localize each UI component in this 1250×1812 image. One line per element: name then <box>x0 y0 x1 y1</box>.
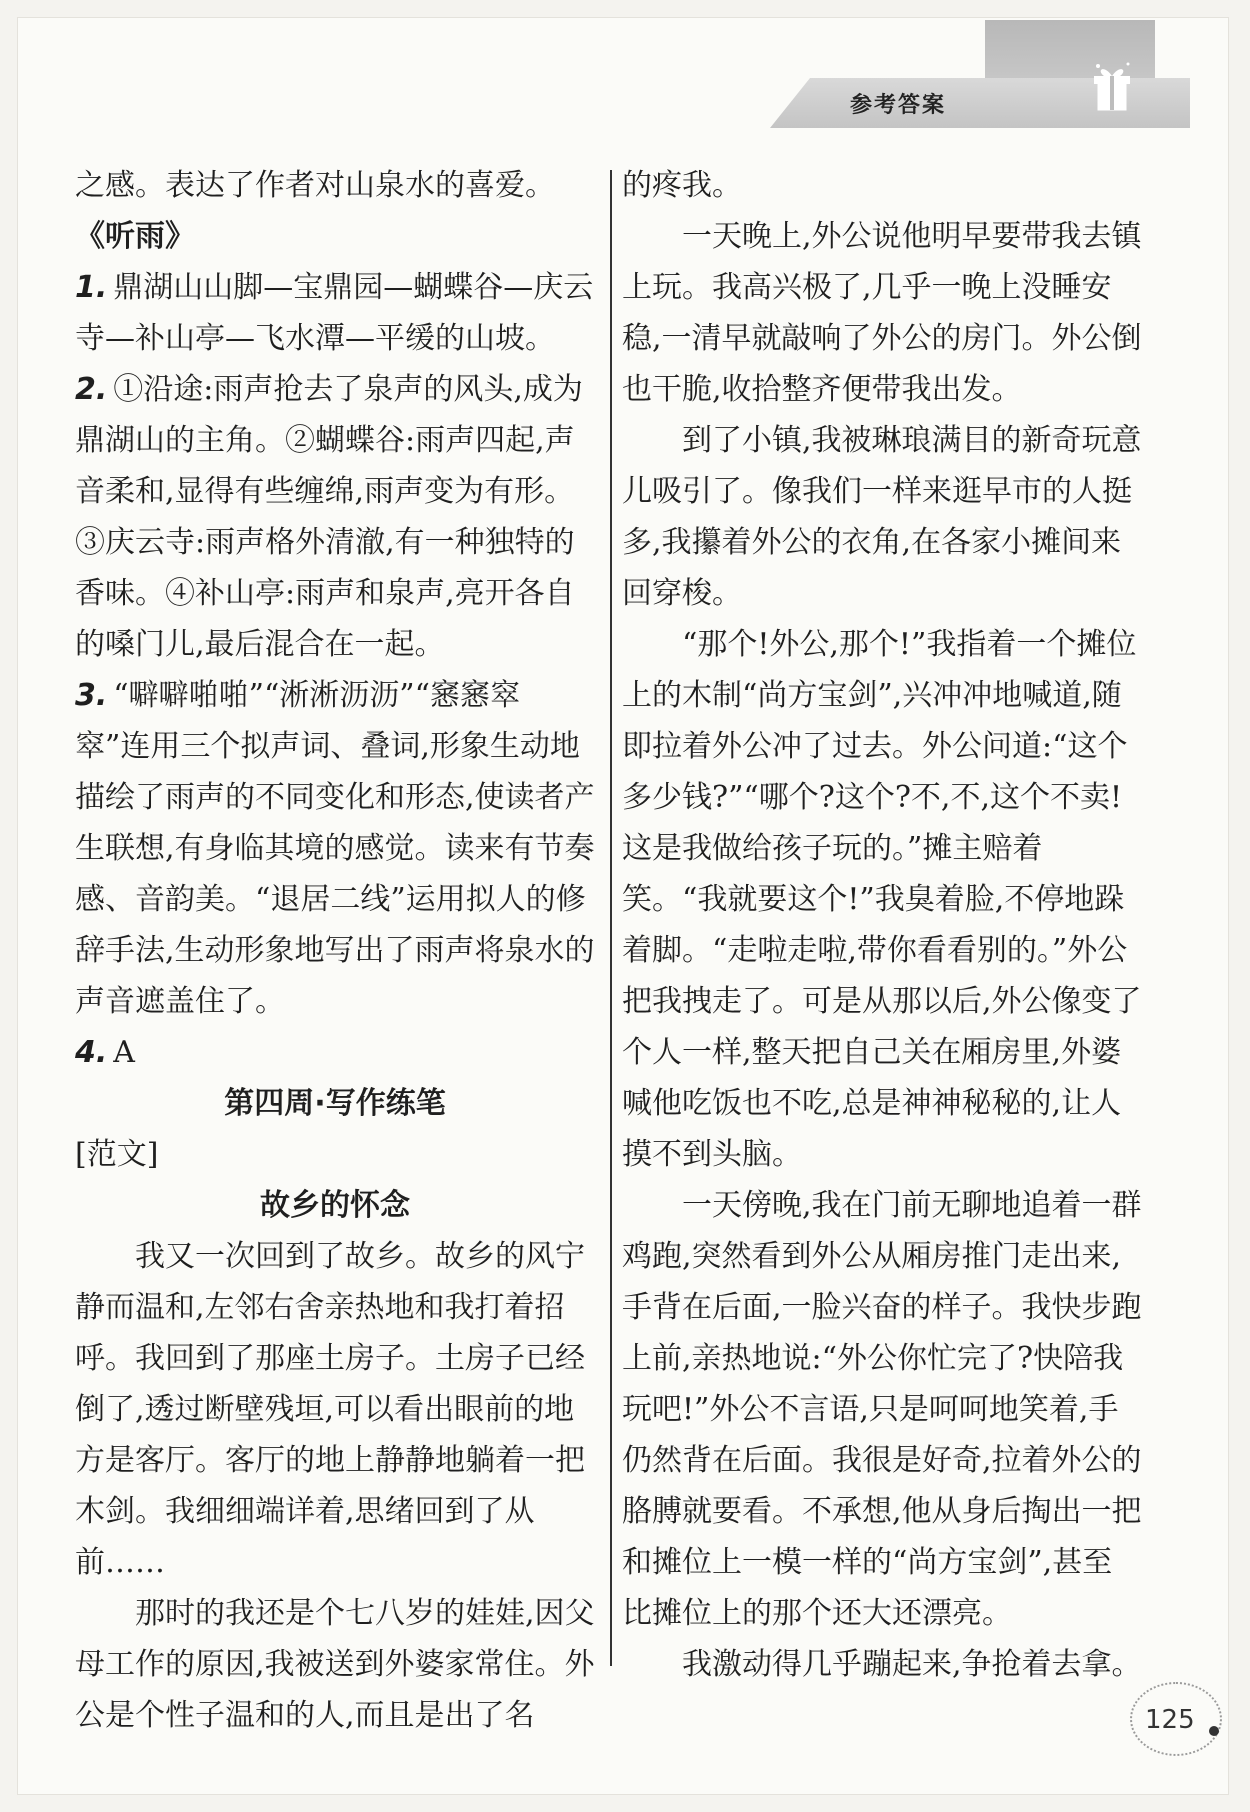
answer-item <box>75 262 595 364</box>
center-heading <box>75 1078 595 1129</box>
paragraph <box>622 160 1142 211</box>
text: “那个!外公,那个!”我指着一个摊位上的木制“尚方宝剑”,兴冲冲地喊道,随即拉着外公冲了过去。外公问道:“这个多少钱?”“哪个?这个?不,不,这个不卖!这是我做给孩子玩的。”摊主赔着笑。“我就要这个!”我臭着脸,不停地跺着脚。“走啦走啦,带你看看别的。”外公把我拽走了。可是从那以后,外公像变了个人一样,整天把自己关在厢房里,外婆喊他吃饭也不吃,总是神神秘秘的,让人摸不到头脑。 <box>622 627 1142 1172</box>
page-number: 125 <box>1145 1705 1195 1735</box>
left-column <box>75 160 595 1741</box>
text: 那时的我还是个七八岁的娃娃,因父母工作的原因,我被送到外婆家常住。外公是个性子温和的人,而且是出了名 <box>75 1596 595 1733</box>
text: 第四周·写作练笔 <box>224 1086 446 1121</box>
text: 我激动得几乎蹦起来,争抢着去拿。 <box>682 1647 1142 1682</box>
paragraph <box>622 1639 1142 1690</box>
gift-icon <box>1090 60 1134 114</box>
paragraph <box>75 1588 595 1741</box>
answer-item <box>75 1027 595 1078</box>
paragraph <box>622 211 1142 415</box>
text: 故乡的怀念 <box>260 1188 410 1223</box>
answer-item <box>75 670 595 1027</box>
header-label: 参考答案 <box>850 93 947 118</box>
paragraph <box>75 1129 595 1180</box>
item-number: 3. <box>75 678 108 713</box>
page-number-dot <box>1209 1726 1219 1736</box>
item-number: 2. <box>75 372 108 407</box>
item-number: 1. <box>75 270 108 305</box>
item-number: 4. <box>75 1035 108 1070</box>
column-divider <box>610 170 612 1666</box>
text: 之感。表达了作者对山泉水的喜爱。 <box>75 168 555 203</box>
paragraph <box>622 415 1142 619</box>
section-heading <box>75 211 595 262</box>
text: 鼎湖山山脚—宝鼎园—蝴蝶谷—庆云寺—补山亭—飞水潭—平缓的山坡。 <box>75 270 594 356</box>
paragraph <box>622 619 1142 1180</box>
right-column <box>622 160 1142 1690</box>
answer-item <box>75 364 595 670</box>
text: 一天晚上,外公说他明早要带我去镇上玩。我高兴极了,几乎一晚上没睡安稳,一清早就敲响了外公的房门。外公倒也干脆,收拾整齐便带我出发。 <box>622 219 1142 407</box>
text: 的疼我。 <box>622 168 742 203</box>
text: ①沿途:雨声抢去了泉声的风头,成为鼎湖山的主角。②蝴蝶谷:雨声四起,声音柔和,显得有些缠绵,雨声变为有形。③庆云寺:雨声格外清澈,有一种独特的香味。④补山亭:雨声和泉声,亮开各自的嗓门儿,最后混合在一起。 <box>75 372 583 662</box>
paragraph <box>622 1180 1142 1639</box>
text: “噼噼啪啪”“淅淅沥沥”“窸窸窣窣”连用三个拟声词、叠词,形象生动地描绘了雨声的不同变化和形态,使读者产生联想,有身临其境的感觉。读来有节奏感、音韵美。“退居二线”运用拟人的修辞手法,生动形象地写出了雨声将泉水的声音遮盖住了。 <box>75 678 595 1019</box>
center-heading <box>75 1180 595 1231</box>
text: A <box>113 1035 135 1070</box>
text: 一天傍晚,我在门前无聊地追着一群鸡跑,突然看到外公从厢房推门走出来,手背在后面,一脸兴奋的样子。我快步跑上前,亲热地说:“外公你忙完了?快陪我玩吧!”外公不言语,只是呵呵地笑着,手仍然背在后面。我很是好奇,拉着外公的胳膊就要看。不承想,他从身后掏出一把和摊位上一模一样的“尚方宝剑”,甚至比摊位上的那个还大还漂亮。 <box>622 1188 1142 1631</box>
text: 《听雨》 <box>75 219 195 254</box>
paragraph <box>75 1231 595 1588</box>
paragraph <box>75 160 595 211</box>
text: 我又一次回到了故乡。故乡的风宁静而温和,左邻右舍亲热地和我打着招呼。我回到了那座土房子。土房子已经倒了,透过断壁残垣,可以看出眼前的地方是客厅。客厅的地上静静地躺着一把木剑。我细细端详着,思绪回到了从前…… <box>75 1239 585 1580</box>
text: 到了小镇,我被琳琅满目的新奇玩意儿吸引了。像我们一样来逛早市的人挺多,我攥着外公的衣角,在各家小摊间来回穿梭。 <box>622 423 1142 611</box>
text: [范文] <box>75 1137 159 1172</box>
